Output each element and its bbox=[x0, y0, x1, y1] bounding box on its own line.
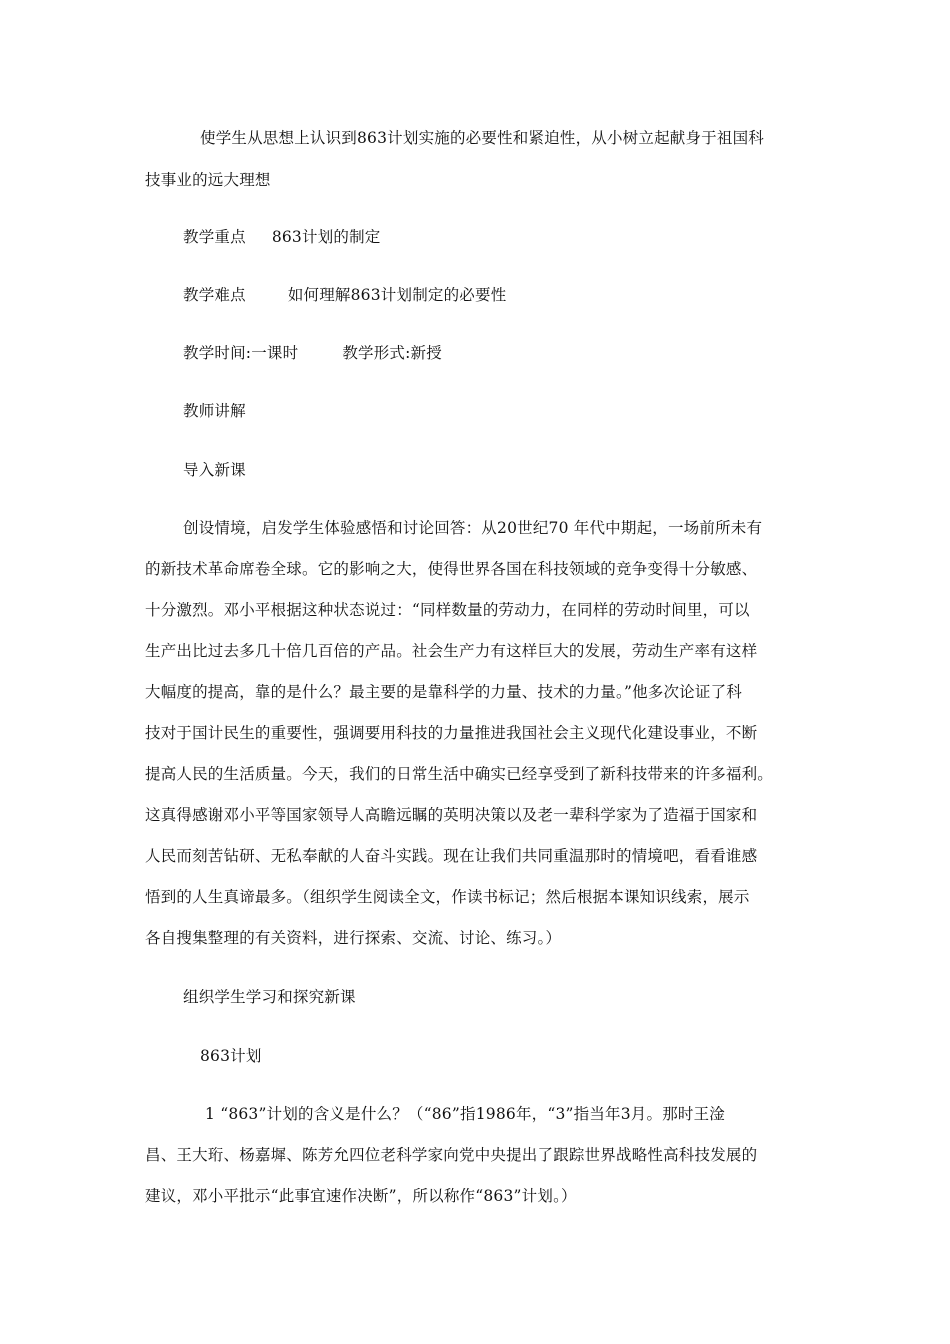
intro-paragraph-line: 这真得感谢邓小平等国家领导人高瞻远瞩的英明决策以及老一辈科学家为了造福于国家和 bbox=[145, 806, 758, 824]
intro-paragraph-line: 悟到的人生真谛最多。（组织学生阅读全文，作读书标记；然后根据本课知识线索，展示 bbox=[145, 888, 750, 906]
intro-paragraph-line: 提高人民的生活质量。今天，我们的日常生活中确实已经享受到了新科技带来的许多福利。 bbox=[145, 765, 774, 783]
teacher-section-heading: 教师讲解 bbox=[183, 402, 246, 420]
question-1-line: 建议，邓小平批示“此事宜速作决断”，所以称作“863”计划。） bbox=[145, 1187, 577, 1205]
difficult-point-row bbox=[183, 285, 506, 305]
key-point-label: 教学重点 bbox=[183, 228, 246, 246]
intro-paragraph-line: 创设情境，启发学生体验感悟和讨论回答：从20世纪70 年代中期起，一场前所未有 bbox=[183, 519, 763, 537]
teaching-form: 教学形式:新授 bbox=[342, 344, 442, 362]
intro-heading: 导入新课 bbox=[183, 461, 246, 479]
key-point-value: 863计划的制定 bbox=[271, 228, 381, 246]
plan-heading: 863计划 bbox=[200, 1047, 262, 1065]
key-point-row bbox=[183, 227, 381, 247]
objective-line-2: 技事业的远大理想 bbox=[145, 171, 271, 189]
difficult-point-value: 如何理解863计划制定的必要性 bbox=[287, 286, 507, 304]
intro-paragraph-line: 人民而刻苦钻研、无私奉献的人奋斗实践。现在让我们共同重温那时的情境吧，看看谁感 bbox=[145, 847, 758, 865]
schedule-row bbox=[183, 343, 442, 363]
study-heading: 组织学生学习和探究新课 bbox=[183, 988, 356, 1006]
teaching-time: 教学时间:一课时 bbox=[183, 344, 299, 362]
intro-paragraph-line: 的新技术革命席卷全球。它的影响之大，使得世界各国在科技领域的竞争变得十分敏感、 bbox=[145, 560, 758, 578]
question-1-line: 1 “863”计划的含义是什么？（“86”指1986年，“3”指当年3月。那时王淦 bbox=[205, 1105, 726, 1123]
intro-paragraph-line: 各自搜集整理的有关资料，进行探索、交流、讨论、练习。） bbox=[145, 929, 562, 947]
intro-paragraph-line: 大幅度的提高，靠的是什么？最主要的是靠科学的力量、技术的力量。”他多次论证了科 bbox=[145, 683, 742, 701]
intro-paragraph-line: 技对于国计民生的重要性，强调要用科技的力量推进我国社会主义现代化建设事业，不断 bbox=[145, 724, 758, 742]
intro-paragraph-line: 生产出比过去多几十倍几百倍的产品。社会生产力有这样巨大的发展，劳动生产率有这样 bbox=[145, 642, 758, 660]
intro-paragraph-line: 十分激烈。邓小平根据这种状态说过：“同样数量的劳动力，在同样的劳动时间里，可以 bbox=[145, 601, 750, 619]
objective-line-1: 使学生从思想上认识到863计划实施的必要性和紧迫性，从小树立起献身于祖国科 bbox=[200, 129, 764, 147]
question-1-line: 昌、王大珩、杨嘉墀、陈芳允四位老科学家向党中央提出了跟踪世界战略性高科技发展的 bbox=[145, 1146, 758, 1164]
difficult-point-label: 教学难点 bbox=[183, 286, 246, 304]
